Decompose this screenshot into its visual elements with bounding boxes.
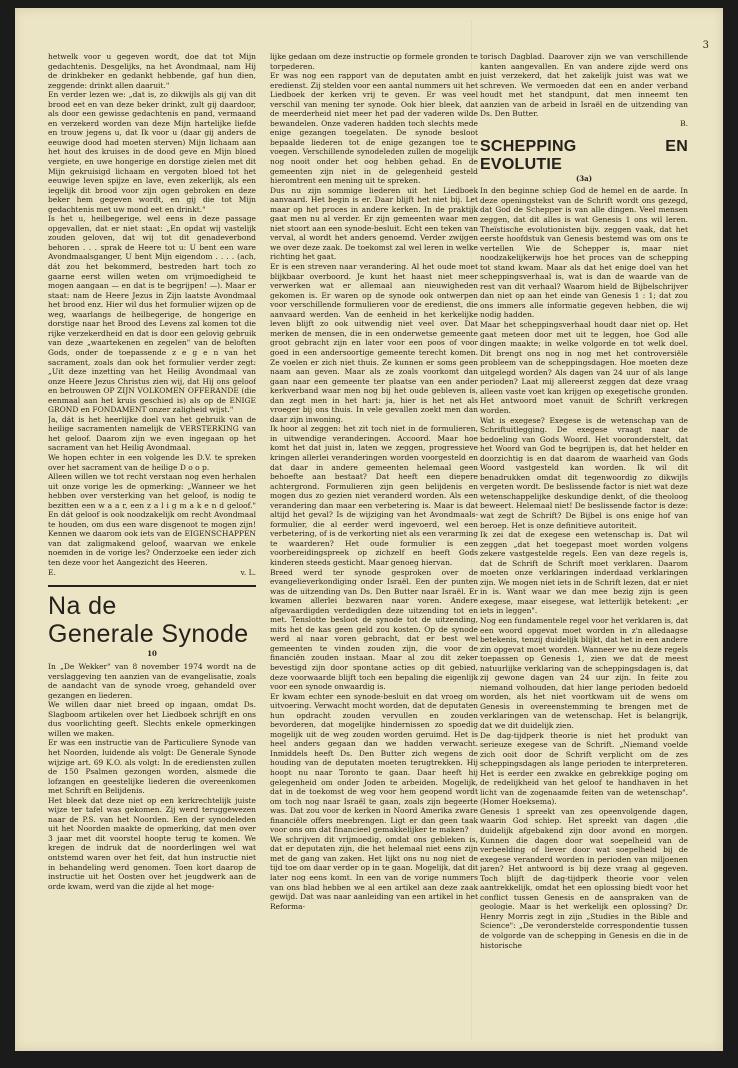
paragraph: Dus nu zijn sommige liederen uit het Liedboek aanvaard. Het begin is er. Daar blijft het niet bij. Let maar op het proces in andere kerken. In de praktijk gaat men nu al verder. Er zijn gemeenten waar men niet stoort aan een synode-besluit. Echt een teken van verval, al wordt het anders genoemd. Verder zwijgen we over deze zaak. De toekomst zal wel leren in welke richting het gaat. — [270, 185, 478, 262]
paragraph: Er was een instructie van de Particuliere Synode van het Noorden, luidende als volgt: De Generale Synode wijzige art. 69 K.O. als volgt: In de erediensten zullen de 150 Psalmen gezongen worden, alsmede die lofzangen en geestelijke liederen die overeenkomen met Schrift en Belijdenis. — [48, 738, 256, 796]
article-title-line-1: Na de — [48, 592, 117, 621]
article-series-number: 10 — [147, 649, 157, 659]
paragraph: Alleen willen we tot recht verstaan nog even herhalen uit onze vorige les de opmerking: „Wanneer we het hebben over versterking van het geloof, is nodig te bezitten een w a a r, een z a l i g m a k e n d geloof." En dát geloof is ook noodzakelijk om recht Avondmaal te houden, om dus een ware disgenoot te mogen zijn! Kennen we daarom ook iets van de EIGENSCHAPPEN van dat zaligmakend geloof, waarvan we enkele noemden in de vorige les? Onderzoeke een ieder zich ten deze voor het Aangezicht des Heeren. — [48, 472, 256, 567]
paragraph: In „De Wekker" van 8 november 1974 wordt na de verslaggeving ten aanzien van de evangelisatie, zoals de aandacht van de synode vroeg, gehandeld over gezangen en liederen. — [48, 662, 256, 700]
column-left — [48, 52, 256, 1044]
signature-right: v. L. — [240, 567, 256, 577]
paragraph: torisch Dagblad. Daarover zijn we van verschillende kanten aangevallen. En van andere zijde werd ons juist verzekerd, dat het zakelijk juist was wat we schreven. We vermoeden dat een en ander verband houdt met het standpunt, dat men inneemt ten aanzien van de arbeid in Israël en de uitzending van Ds. Den Butter. — [480, 52, 688, 119]
paragraph: En verder lezen we: „dat is, zo dikwijls als gij van dit brood eet en van deze beker drinkt, zult gij daardoor, als door een gewisse gedachtenis en pand, vermaand en verzekerd worden van deze Mijn hartelijke liefde en trouw jegens u, dat Ik voor u (daar gij anders de eeuwige dood had moeten sterven) Mijn lichaam aan het hout des kruises in de dood geve en Mijn bloed vergiete, en uwe hongerige en dorstige zielen met dit Mijn gekruisigd lichaam en vergoten bloed tot het eeuwige leven spijze en lave, even zekerlijk, als een iegelijk dit brood voor zijn ogen gebroken en deze beker hem gegeven wordt, en gij die tot Mijn gedachtenis met uw mond eet en drinkt." — [48, 90, 256, 214]
article-title — [48, 592, 256, 648]
article-heading-block — [48, 585, 256, 658]
paragraph: Ik zei dat de exegese een wetenschap is. Dat wil zeggen „dat het toegepast moet worden volgens zekere vastgestelde regels. Een van deze regels is, dat de Schrift de Schrift moet verklaren. Daarom moeten onze verklaringen inderdaad verklaringen zijn. We mogen niet iets in de Schrift lezen, dat er niet in is. Want waar we dan mee bezig zijn is geen exegese, maar eisegese, wat letterlijk betekent: „er iets in leggen". — [480, 530, 688, 616]
paragraph: hetwelk voor u gegeven wordt, doe dat tot Mijn gedachtenis. Desgelijks, na het Avondmaal, nam Hij de drinkbeker en gedankt hebbende, gaf hun dien, zeggende: drinkt allen daaruit." — [48, 52, 256, 90]
paragraph: De dag-tijdperk theorie is niet het produkt van serieuze exegese van de Schrift. „Niemand voelde zich ooit door de Schrift verplicht om de zes scheppingsdagen als lange perioden te interpreteren. Het is eerder een zwakke en gebrekkige poging om de redelijkheid van het geloof te handhaven in het licht van de zogenaamde feiten van de wetenschap". (Homer Hoeksema). — [480, 730, 688, 807]
paragraph: We schrijven dit vrijmoedig, omdat ons gebleken is, dat er deputaten zijn, die het helemaal niet eens zijn met de gang van zaken. Het lijkt ons nu nog niet de tijd toe om daar verder op in te gaan. Mogelijk, dat dit later nog eens komt. In een van de vorige nummers van ons blad hebben we al een artikel aan deze zaak gewijd. Dat was naar aanleiding van een artikel in het Reforma- — [270, 834, 478, 911]
paragraph: We willen daar niet breed op ingaan, omdat Ds. Slagboom artikelen over het Liedboek schrijft en ons dus voorlichting geeft. Slechts enkele opmerkingen willen we maken. — [48, 700, 256, 738]
article-signature — [48, 568, 256, 578]
paragraph: lijke gedaan om deze instructie op formele gronden te torpederen. — [270, 52, 478, 71]
column-right — [480, 52, 688, 1044]
paragraph: We hopen echter in een volgende les D.V. te spreken over het sacrament van de heilige D o o p. — [48, 452, 256, 472]
paragraph: Er was nog een rapport van de deputaten ambt en eredienst. Zij stelden voor een aantal nummers uit het Liedboek der kerken vrij te geven. Er was veel verschil van mening ter synode. Ook hier bleek, dat de meerderheid niet meer het pad der vaderen wilde bewandelen. Onze vaderen hadden toch slechts mede enige gezangen toegelaten. De synode besloot bepaalde liederen tot de enige gezangen toe te voegen. Verschillende synodeleden zullen de mogelijk nog nooit onder het oog hebben gehad. En de gemeenten zijn niet in de gelegenheid gesteld hieromtrent een mening uit te spreken. — [270, 71, 478, 186]
paragraph: Er is een streven naar verandering. Al het oude moet blijkbaar overboord. Je kunt het haast niet meer verwerken wat er allemaal aan nieuwigheden gekomen is. Er waren op de synode ook ontwerpen voor verschillende formulieren voor de eredienst, die aanvaard werden. Van de eenheid in het kerkelijke leven blijft zo ook uitwendig niet veel over. Dat merken de mensen, die in een onderwetse gemeente groot gebracht zijn en later voor een poos of voor goed in een andersoortige gemeente terecht komen. Ze voelen er zich niet thuis. Ze kunnen er soms geen naam aan geven. Maar als ze zoals voorkomt dan gaan naar een gemeente ter plaatse van een ander kerkverband waar men nog bij het oude gebleven is, dan zegt men in het hart: ja, hier is het net als vroeger bij ons thuis. In vele gevallen zoekt men dan daar zijn inwoning. — [270, 262, 478, 424]
newspaper-page — [15, 8, 723, 1051]
paragraph: Genesis 1 spreekt van zes opeenvolgende dagen, waarin God schiep. Het spreekt van dagen ,die duidelijk afgebakend zijn door avond en morgen. Kunnen die dagen door wat soepelheid van de verbeelding of liever door wat soepelheid bij de exegese veranderd worden in perioden van miljoenen jaren? Het antwoord is bij deze vraag al gegeven. Toch blijft de dag-tijdperk theorie voor velen aantrekkelijk, omdat het een oplossing biedt voor het conflict tussen Genesis en de aanspraken van de geologie. Maar is het werkelijk een oplossing? Dr. Henry Morris zegt in zijn „Studies in the Bible and Science": „De veronderstelde correspondentie tussen de volgorde van de schepping in Genesis en die in de historische — [480, 806, 688, 950]
paragraph: Ja, dát is het heerlijke doel van het gebruik van de heilige sacramenten namelijk de VERSTERKING van het geloof. Daarom zijn we even ingegaan op het sacrament van het Heilig Avondmaal. — [48, 414, 256, 453]
paragraph: Maar het scheppingsverhaal houdt daar niet op. Het gaat meteen door met uit te leggen, hoe God alle dingen maakte; in welke volgorde en tot welk doel. Dit brengt ons nog in nog met het controversiële probleem van de scheppingsdagen. Hoe moeten deze uitgelegd worden? Als dagen van 24 uur of als lange perioden? Laat mij allereerst zeggen dat deze vraag alleen vaste voet kan krijgen op exegetische gronden. Het antwoord moet vanuit de Schrift verkregen worden. — [480, 320, 688, 415]
paragraph: Wat is exegese? Exegese is de wetenschap van de Schriftuitlegging. De exegese vraagt naar de bedoeling van Gods Woord. Het vooronderstelt, dat het Woord van God te begrijpen is, dat het helder en doorzichtig is en dat daarom de waarheid van Gods Woord vastgesteld kan worden. Ik wil dit benadrukken omdat dit tegenwoordig zo dikwijls vergeten wordt. De beslissende factor is niet wat deze wetenschappelijke deskundige denkt, of die theoloog beweert. Helemaal niet! De beslissende factor is deze: wat zegt de Schrift? De Bijbel is ons enige hof van beroep. Het is onze definitieve autoriteit. — [480, 415, 688, 530]
signature-right: B. — [680, 118, 688, 128]
paragraph: Is het u, heilbegerige, wel eens in deze passage opgevallen, dat er niet staat: „En opdat wij vastelijk zouden geloven, dat wij tot dit genadeverbond behoren . . . sprak de Heere tot u: U bent een ware Avondmaalsganger, U bent Mijn eigendom . . . . (ach, dát zou het bekommerd, bestreden hart toch zo gaarne eerst willen weten om vrijmoedigheid te mogen aangaan — en dat is te begrijpen! —). Maar er staat: nam de Heere Jezus in Zijn laatste Avondmaal het brood enz. Hier wil dus het formulier wijzen op de weg, waarlangs de heilbegerige, de hongerige en dorstige naar het Brood des Levens zal komen tot die rijke verzekerdheid en dat is door een gelovig gebruik van deze „waartekenen en zegelen" van de beloften Gods, onder de toepassende z e g e n van het sacrament, zoals dan ook het formulier verder zegt: „Uit deze inzetting van het Heilig Avondmaal van onze Heere Jezus Christus zien wij, dat Hij ons geloof en betrouwen OP ZIJN VOLKOMEN OFFERANDE (die eenmaal aan het kruis geschied is) als op de ENIGE GROND en FONDAMENT onzer zaligheid wijst." — [48, 214, 256, 415]
article-signature — [480, 119, 688, 129]
paragraph: In den beginne schiep God de hemel en de aarde. In deze openingstekst van de Schrift wordt ons gezegd, dat God de Schepper is van alle dingen. Veel mensen zeggen, dat dit alles is wat Genesis 1 ons wil leren. Theïstische evolutionisten bijv. zeggen vaak, dat het eerste hoofdstuk van Genesis bestemd was om ons te vertellen Wie de Schepper is, maar niet noodzakelijkerwijs hoe het proces van de schepping tot stand kwam. Maar als dat het enige doel van het scheppingsverhaal is, wat is dan de waarde van de rest van dit verhaal? Waarom hield de Bijbelschrijver dan niet op aan het einde van Genesis 1 : 1; dat zou ons immers alle informatie gegeven hebben, die wij nodig hadden. — [480, 186, 688, 320]
paragraph: Er kwam echter een synode-besluit en dat vroeg om uitvoering. Verwacht mocht worden, dat de deputaten hun opdracht zouden vervullen en zouden bevorderen, dat mogelijke hindernissen zo spoedig mogelijk uit de weg zouden worden geruimd. Het is heel anders gegaan dan we hadden verwacht. Inmiddels heeft Ds. Den Butter zich wegens de houding van de deputaten moeten terugtrekken. Hij hoopt nu naar Toronto te gaan. Daar heeft hij gelegenheid om onder Joden te arbeiden. Mogelijk, dat in de toekomst de weg voor hem geopend wordt om toch nog naar Israël te gaan, zoals zijn begeerte was. Dat zou voor de kerken in Noord Amerika zware financiële offers meebrengen. Ligt er dan geen taak voor ons om dat financieel gemakkelijker te maken? — [270, 691, 478, 835]
paragraph: Het bleek dat deze niet op een kerkrechtelijk juiste wijze ter tafel was gekomen. Zij werd teruggewezen naar de P.S. van het Noorden. Een der synodeleden uit het Noorden maakte de opmerking, dat men over 3 jaar met dit voorstel hoopte terug te komen. We kregen de indruk dat de noorderlingen wel wat ontstemd waren over het feit, dat hun instructie niet in behandeling werd genomen. Toen kort daarop de instructie uit het Oosten over het jeugdwerk aan de orde kwam, werd van die zijde al het moge- — [48, 795, 256, 891]
article-title-line-2: Generale Synode — [48, 620, 249, 649]
page-number: 3 — [702, 40, 709, 51]
column-middle — [270, 52, 478, 1044]
section-title: SCHEPPING EN EVOLUTIE — [480, 138, 688, 174]
section-series-number: (3a) — [575, 174, 593, 184]
signature-left: E. — [48, 567, 56, 577]
paragraph: Nog een fundamentele regel voor het verklaren is, dat een woord opgevat moet worden in z'n alledaagse betekenis, tenzij duidelijk blijkt, dat het in een andere zin opgevat moet worden. Wanneer we nu deze regels toepassen op Genesis 1, zien we dat de meest natuurlijke verklaring van de scheppingsdagen is, dat zij gewone dagen van 24 uur zijn. In feite zou niemand volhouden, dat hier lange perioden bedoeld worden, als het niet voortkwam uit de wens om Genesis in overeenstemming te brengen met de verklaringen van de wetenschap. Het is belangrijk, dat we dit duidelijk zien. — [480, 615, 688, 730]
paragraph: Ik hoor al zeggen: het zit toch niet in de formulieren, in uitwendige veranderingen. Accoord. Maar hoe komt het dat juist in, laten we zeggen, progressieve kringen allerlei veranderingen worden voorgesteld en dat daar in andere gemeenten helemaal geen behoefte aan bestaat? Dat heeft een diepere achtergrond. Formulieren zijn geen belijdenis en mogen dus zo gezien niet veranderd worden. Als een verandering dan maar een verbetering is. Maar is dat altijd het geval? Is de wijziging van het Avondmaals-formulier, die al eerder werd ingevoerd, wel een verbetering, of is de verkorting niet als een verarming te waarderen? Het oude formulier is een voorbereidingspreek op zichzelf en heeft Gods kinderen steeds gesticht. Maar genoeg hiervan. — [270, 424, 478, 567]
paragraph: Breed werd ter synode gesproken over de evangelieverkondiging onder Israël. Een der punten was de uitzending van Ds. Den Butter naar Israël. Er kwamen allerlei bezwaren naar voren. Andere afgevaardigden verdedigden deze uitzending tot en met. Tenslotte besloot de synode tot de uitzending, mits het de kas geen geld zou kosten. Op de synode werd al naar voren gebracht, dat er best wel gemeenten te vinden zouden zijn, die voor de financiën zouden instaan. Maar al zou dit zeker bevestigd zijn door spontane acties op dit gebied, deze voorwaarde blijft toch een bepaling die eigenlijk voor een synode onwaardig is. — [270, 567, 478, 692]
